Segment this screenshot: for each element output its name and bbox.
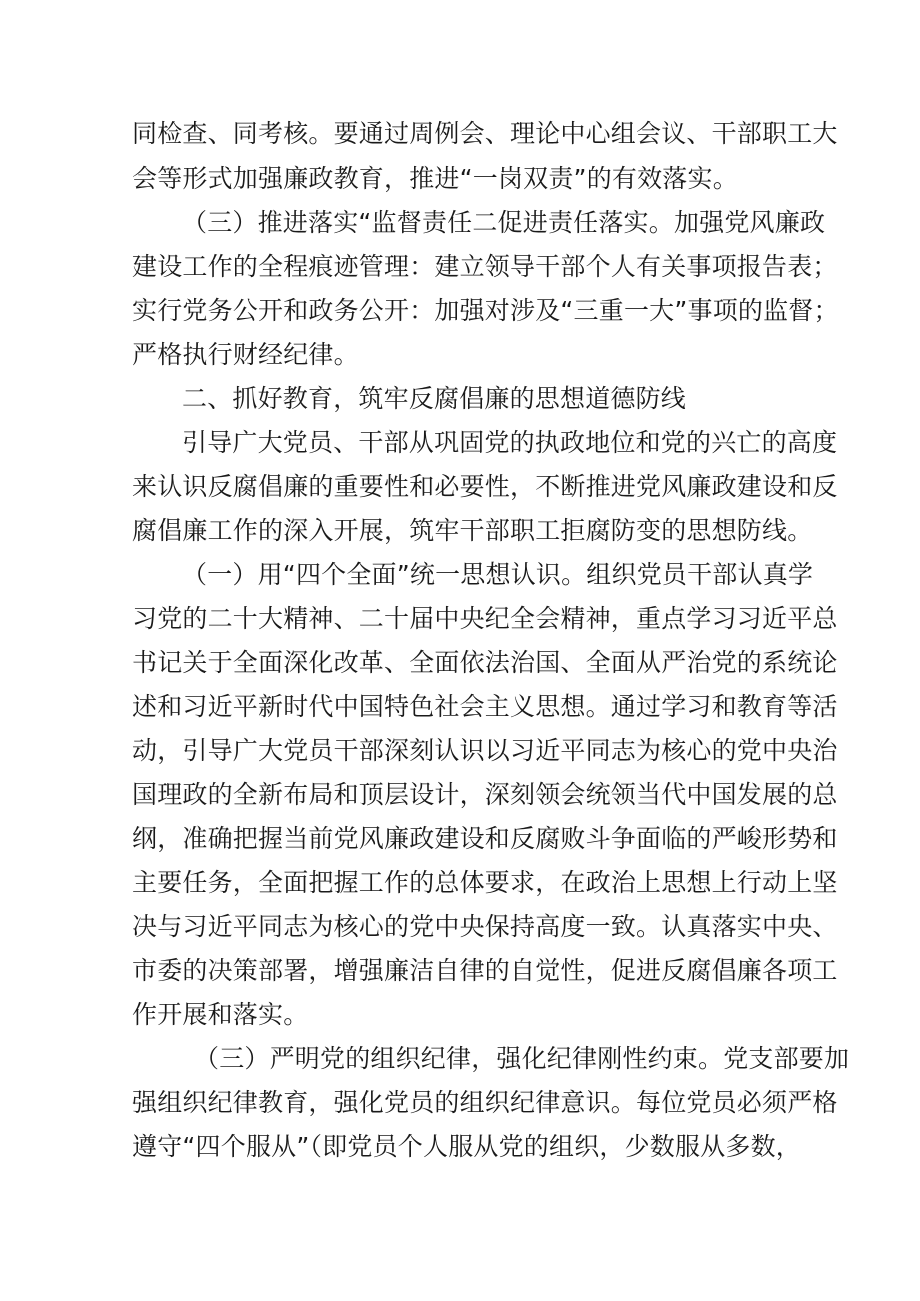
text-line: （三）推进落实“监督责任二促进责任落实。加强党风廉政 [182,208,826,237]
text-line: 会等形式加强廉政教育，推进“一岗双责”的有效落实。 [132,164,738,193]
text-line: 腐倡廉工作的深入开展，筑牢干部职工拒腐防变的思想防线。 [132,516,813,545]
text-line: 实行党务公开和政务公开：加强对涉及“三重一大”事项的监督； [132,296,839,325]
text-line: 强组织纪律教育，强化党员的组织纪律意识。每位党员必须严格 [132,1088,838,1117]
text-line: 来认识反腐倡廉的重要性和必要性，不断推进党风廉政建设和反 [132,472,838,501]
text-line: 市委的决策部署，增强廉洁自律的自觉性，促进反腐倡廉各项工 [132,956,838,985]
text-line: 国理政的全新布局和顶层设计，深刻领会统领当代中国发展的总 [132,780,838,809]
text-line: 同检查、同考核。要通过周例会、理论中心组会议、干部职工大 [132,119,838,148]
section-heading: 二、抓好教育，筑牢反腐倡廉的思想道德防线 [182,384,687,413]
text-line: 主要任务，全面把握工作的总体要求，在政治上思想上行动上坚 [132,868,838,897]
text-line: 动，引导广大党员干部深刻认识以习近平同志为核心的党中央治 [132,736,838,765]
text-line: 作开展和落实。 [132,1000,309,1029]
text-line: 决与习近平同志为核心的党中央保持高度一致。认真落实中央、 [132,912,838,941]
text-line: 引导广大党员、干部从巩固党的执政地位和党的兴亡的高度 [182,428,838,457]
text-line: 严格执行财经纪律。 [132,340,359,369]
text-line: （一）用“四个全面”统一思想认识。组织党员干部认真学 [182,560,814,589]
text-line: 书记关于全面深化改革、全面依法治国、全面从严治党的系统论 [132,648,838,677]
text-line: 纲，准确把握当前党风廉政建设和反腐败斗争面临的严峻形势和 [132,824,838,853]
text-line: 述和习近平新时代中国特色社会主义思想。通过学习和教育等活 [132,692,838,721]
text-line: 遵守“四个服从”（即党员个人服从党的组织，少数服从多数， [132,1132,802,1161]
text-line: （三）严明党的组织纪律，强化纪律刚性约束。党支部要加 [194,1044,850,1073]
text-line: 建设工作的全程痕迹管理：建立领导干部个人有关事项报告表； [132,252,838,281]
text-line: 习党的二十大精神、二十届中央纪全会精神，重点学习习近平总 [132,604,838,633]
